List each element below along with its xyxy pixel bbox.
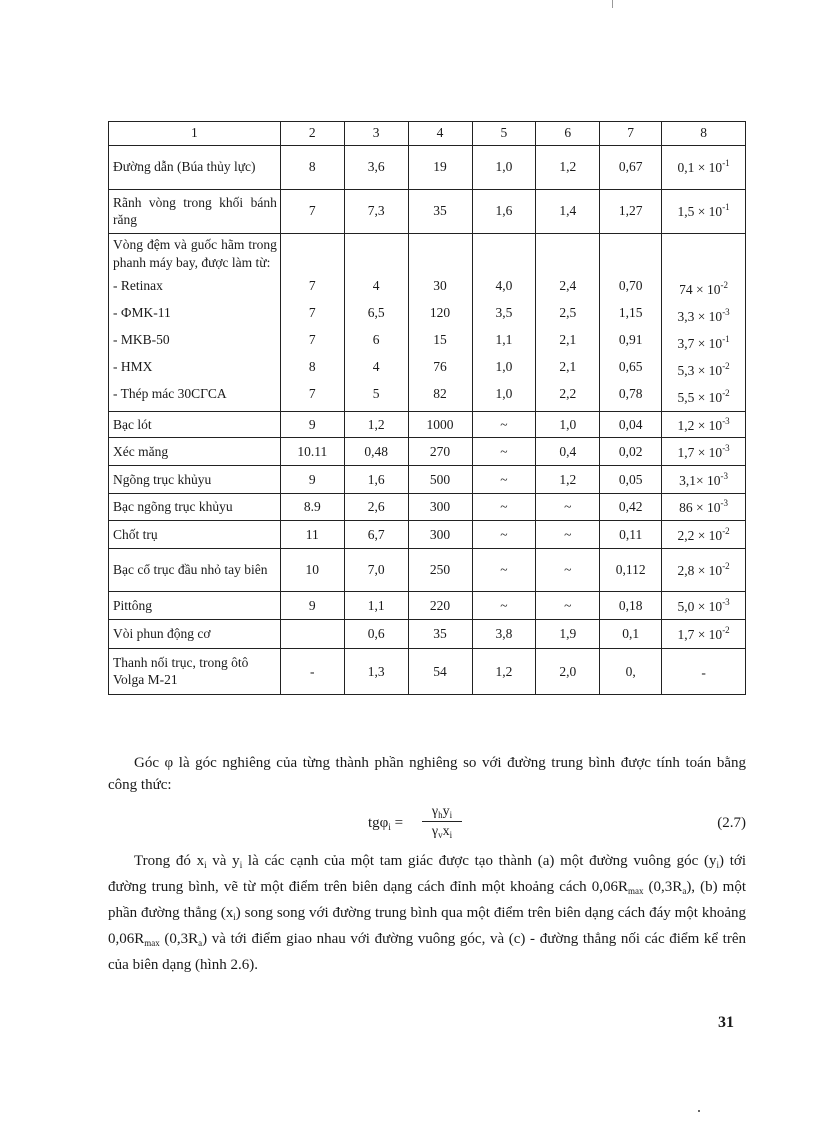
table-cell: 1,1 <box>344 592 408 620</box>
header-cell: 3 <box>344 122 408 146</box>
table-cell: 2,2 <box>559 386 577 402</box>
paragraph-text: là các cạnh của một tam giác được tạo thành (a) một đường vuông góc (y <box>242 853 717 869</box>
table-cell <box>662 190 746 234</box>
value-exponent: -2 <box>722 361 730 372</box>
table-cell: 8.9 <box>280 494 344 521</box>
table-cell: 15 <box>433 332 447 348</box>
table-row <box>109 521 746 549</box>
row-name: Pittông <box>109 592 281 620</box>
table-cell <box>662 494 746 521</box>
value-exponent: -1 <box>722 202 730 213</box>
subscript: max <box>628 886 644 896</box>
table-cell: 7 <box>280 190 344 234</box>
row-name: Xéc măng <box>109 438 281 466</box>
table-cell: 54 <box>408 649 472 695</box>
subscript: i <box>449 830 453 840</box>
table-cell: 300 <box>408 494 472 521</box>
paragraph-angle-definition <box>108 752 746 796</box>
group-column-4 <box>408 234 472 412</box>
row-name: Đường dẫn (Búa thủy lực) <box>109 146 281 190</box>
table-cell: 0,91 <box>618 332 643 348</box>
table-cell: ~ <box>472 549 536 592</box>
equals-sign: = <box>394 815 404 831</box>
table-cell: 1,0 <box>472 146 536 190</box>
group-column-8 <box>662 234 746 412</box>
header-cell: 1 <box>109 122 281 146</box>
value-exponent: -3 <box>722 415 730 426</box>
table-cell: 10.11 <box>280 438 344 466</box>
subscript: max <box>144 938 160 948</box>
table-cell: 19 <box>408 146 472 190</box>
table-cell: 1,9 <box>536 620 600 649</box>
value-exponent: -2 <box>722 525 730 536</box>
table-cell: 1,2 <box>536 466 600 494</box>
table-cell: 30 <box>433 278 447 294</box>
table-row <box>109 592 746 620</box>
row-name: Bạc ngõng trục khủyu <box>109 494 281 521</box>
table-cell: 1,6 <box>472 190 536 234</box>
table-cell: ~ <box>472 494 536 521</box>
table-cell: 1,1 <box>495 332 513 348</box>
row-name: Chốt trụ <box>109 521 281 549</box>
paragraph-text: ), (b) một phần đường thẳng (x <box>108 879 747 921</box>
gamma-symbol: γ <box>431 824 439 839</box>
table-cell <box>665 353 742 380</box>
table-cell: ~ <box>536 494 600 521</box>
header-cell: 7 <box>600 122 662 146</box>
paragraph-text: ) tới đường trung bình, vẽ từ một điểm trên biên dạng cách đỉnh một khoảng cách 0,06R <box>108 853 746 895</box>
row-name: Rãnh vòng trong khối bánh răng <box>109 190 281 234</box>
value-base: 0,1 × 10 <box>677 160 723 176</box>
table-cell: ~ <box>472 592 536 620</box>
paragraph-text: Trong đó x <box>134 853 205 869</box>
equation-lhs-symbol: tgφ <box>368 815 389 831</box>
paragraph-text: Góc φ là góc nghiêng của từng thành phần nghiêng so với đường trung bình được tính toán bằng công thức: <box>108 755 746 793</box>
paragraph-text: (0,3R <box>159 931 199 947</box>
value-exponent: -1 <box>722 334 730 345</box>
table-group-row <box>109 234 746 412</box>
group-item-name: - ФMK-11 <box>113 305 171 321</box>
table-cell: 1,27 <box>600 190 662 234</box>
group-name-cell <box>109 234 281 412</box>
table-cell: 3,8 <box>472 620 536 649</box>
table-row <box>109 649 746 695</box>
table-cell <box>662 549 746 592</box>
row-name: Bạc cổ trục đầu nhỏ tay biên <box>109 549 281 592</box>
gamma-symbol: γ <box>431 804 439 819</box>
table-cell: 35 <box>408 190 472 234</box>
table-cell: 0,05 <box>600 466 662 494</box>
table-cell: 0,6 <box>344 620 408 649</box>
value-base: 1,7 × 10 <box>677 627 723 642</box>
value-base: 86 × 10 <box>679 500 721 515</box>
table-cell: 1000 <box>408 412 472 438</box>
table-cell: 1,2 <box>344 412 408 438</box>
table-cell: 82 <box>433 386 447 402</box>
group-column-6 <box>536 234 600 412</box>
table-cell: 0,65 <box>618 359 643 375</box>
header-cell: 6 <box>536 122 600 146</box>
table-cell: 7,0 <box>344 549 408 592</box>
table-cell: ~ <box>472 438 536 466</box>
table-cell: 7 <box>308 278 316 294</box>
value-base: 1,2 × 10 <box>677 417 723 433</box>
table-cell <box>662 412 746 438</box>
table-cell <box>662 592 746 620</box>
table-cell: 0,1 <box>600 620 662 649</box>
value-exponent: -3 <box>722 442 730 453</box>
value-exponent: -3 <box>722 307 730 318</box>
table-cell <box>665 272 742 299</box>
table-cell: 1,3 <box>344 649 408 695</box>
group-item-name: - Thép mác 30CГCA <box>113 386 227 402</box>
table-cell: 9 <box>280 412 344 438</box>
group-column-7 <box>600 234 662 412</box>
subscript: i <box>204 860 207 870</box>
table-cell: ~ <box>472 466 536 494</box>
paragraph-text: ) song song với đường trung bình qua một điểm trên biên dạng cách đáy một khoảng 0,06R <box>108 905 746 947</box>
table-cell: 1,0 <box>536 412 600 438</box>
value-base: 5,5 × 10 <box>677 390 723 406</box>
table-cell: 2,5 <box>559 305 577 321</box>
table-cell: 0,78 <box>618 386 643 402</box>
table-cell: 8 <box>308 359 316 375</box>
value-base: 2,2 × 10 <box>677 527 723 543</box>
subscript: a <box>682 886 687 896</box>
value-exponent: -2 <box>720 280 728 291</box>
table-cell <box>662 438 746 466</box>
table-row <box>109 438 746 466</box>
group-item-name: - HMX <box>113 359 153 375</box>
subscript: h <box>438 810 443 820</box>
table-cell <box>662 521 746 549</box>
table-cell <box>662 466 746 494</box>
value-base: 3,7 × 10 <box>677 336 723 352</box>
table-cell: 4,0 <box>495 278 513 294</box>
page-number: 31 <box>718 1014 734 1031</box>
table-cell: 0,02 <box>600 438 662 466</box>
paragraph-text: và y <box>206 853 240 869</box>
row-name: Vòi phun động cơ <box>109 620 281 649</box>
table-cell: 0,112 <box>600 549 662 592</box>
table-cell: 6 <box>372 332 380 348</box>
table-cell: 3,5 <box>495 305 513 321</box>
table-cell: 8 <box>280 146 344 190</box>
table-cell: 6,5 <box>367 305 385 321</box>
value-exponent: -3 <box>720 470 728 481</box>
table-cell: 4 <box>372 278 380 294</box>
equation-number: (2.7) <box>717 815 746 831</box>
table-cell: 7 <box>308 305 316 321</box>
table-cell: 1,15 <box>618 305 643 321</box>
table-cell: 7 <box>308 386 316 402</box>
value-base: 1,7 × 10 <box>677 444 723 460</box>
table-cell: 7 <box>308 332 316 348</box>
table-cell <box>662 146 746 190</box>
equation-2-7 <box>108 804 746 848</box>
table-cell: 0,18 <box>600 592 662 620</box>
subscript: i <box>449 810 453 820</box>
table-cell <box>665 380 742 407</box>
paragraph-text: (0,3R <box>643 879 683 895</box>
value-exponent: -2 <box>722 388 730 399</box>
table-cell: 120 <box>429 305 451 321</box>
table-cell: 1,4 <box>536 190 600 234</box>
group-column-3 <box>344 234 408 412</box>
table-cell: 0,48 <box>344 438 408 466</box>
group-item-name: - MKB-50 <box>113 332 170 348</box>
table-cell: 2,1 <box>559 359 577 375</box>
table-cell: 220 <box>408 592 472 620</box>
fraction-denominator <box>422 822 462 840</box>
table-row <box>109 412 746 438</box>
row-name: Bạc lót <box>109 412 281 438</box>
table-cell: ~ <box>472 521 536 549</box>
table-cell: 1,0 <box>495 386 513 402</box>
table-cell: 0,04 <box>600 412 662 438</box>
equation-lhs <box>368 815 403 832</box>
table-row <box>109 494 746 521</box>
subscript: v <box>438 830 443 840</box>
table-cell <box>280 620 344 649</box>
paragraph-triangle-explanation <box>108 850 746 976</box>
subscript: i <box>716 860 720 870</box>
table-cell: - <box>280 649 344 695</box>
row-name: Thanh nối trục, trong ôtô Volga M-21 <box>109 649 281 695</box>
table-cell: ~ <box>536 549 600 592</box>
table-row <box>109 146 746 190</box>
table-cell: 0,4 <box>536 438 600 466</box>
table-cell: 300 <box>408 521 472 549</box>
value-exponent: -2 <box>722 561 730 571</box>
table-cell: 9 <box>280 592 344 620</box>
table-cell: 500 <box>408 466 472 494</box>
group-heading: Vòng đệm và guốc hãm trong phanh máy bay, được làm từ: <box>113 237 277 271</box>
table-cell: 2,1 <box>559 332 577 348</box>
scan-speck <box>698 1110 700 1112</box>
subscript: a <box>198 938 203 948</box>
equation-fraction <box>422 804 462 840</box>
table-cell: 0,70 <box>618 278 643 294</box>
table-cell: 1,2 <box>536 146 600 190</box>
variable: y <box>442 804 450 819</box>
table-cell <box>665 299 742 326</box>
subscript: i <box>239 860 243 870</box>
table-row <box>109 466 746 494</box>
row-name: Ngõng trục khủyu <box>109 466 281 494</box>
table-cell: 250 <box>408 549 472 592</box>
table-cell: ~ <box>472 412 536 438</box>
value-exponent: -1 <box>722 158 730 169</box>
value-exponent: -3 <box>720 498 728 508</box>
table-header-row <box>109 122 746 146</box>
fraction-numerator <box>422 804 462 822</box>
table-row <box>109 620 746 649</box>
header-cell: 2 <box>280 122 344 146</box>
table-cell: 11 <box>280 521 344 549</box>
subscript: i <box>233 912 236 922</box>
value-base: 2,8 × 10 <box>677 563 723 578</box>
table-cell: 10 <box>280 549 344 592</box>
table-cell: 1,2 <box>472 649 536 695</box>
table-cell: 5 <box>372 386 380 402</box>
value-exponent: -3 <box>722 596 730 607</box>
value-exponent: -2 <box>722 625 730 635</box>
table-cell: 0,42 <box>600 494 662 521</box>
group-column-2 <box>280 234 344 412</box>
table-cell: 0, <box>600 649 662 695</box>
table-cell <box>665 326 742 353</box>
table-cell: 1,6 <box>344 466 408 494</box>
table-cell: 6,7 <box>344 521 408 549</box>
table-cell: 0,11 <box>600 521 662 549</box>
value-base: 5,0 × 10 <box>677 598 723 614</box>
variable: x <box>442 824 450 839</box>
table-cell: 3,6 <box>344 146 408 190</box>
table-cell: ~ <box>536 521 600 549</box>
table-row <box>109 190 746 234</box>
table-cell: 4 <box>372 359 380 375</box>
value-base: - <box>701 664 706 680</box>
table-cell: 2,4 <box>559 278 577 294</box>
header-cell: 8 <box>662 122 746 146</box>
table-cell <box>662 620 746 649</box>
paragraph-text: ) và tới điểm giao nhau với đường vuông góc, và (c) - đường thẳng nối các điểm kể trên của biên dạng (hình 2.6). <box>108 931 747 973</box>
top-edge-mark <box>612 0 613 8</box>
equation-lhs-subscript: i <box>388 822 391 832</box>
group-column-5 <box>472 234 536 412</box>
friction-parameters-table <box>108 121 746 695</box>
table-cell: 9 <box>280 466 344 494</box>
value-base: 5,3 × 10 <box>677 363 723 379</box>
value-base: 1,5 × 10 <box>677 204 723 220</box>
value-base: 3,3 × 10 <box>677 309 723 325</box>
table-cell: 270 <box>408 438 472 466</box>
table-cell: 7,3 <box>344 190 408 234</box>
value-base: 3,1× 10 <box>679 472 721 488</box>
table-cell: 2,0 <box>536 649 600 695</box>
table-cell <box>662 649 746 695</box>
header-cell: 4 <box>408 122 472 146</box>
group-item-name: - Retinax <box>113 278 163 294</box>
table-cell: 0,67 <box>600 146 662 190</box>
value-base: 74 × 10 <box>679 282 721 298</box>
table-cell: 1,0 <box>495 359 513 375</box>
table-cell: ~ <box>536 592 600 620</box>
table-cell: 2,6 <box>344 494 408 521</box>
table-row <box>109 549 746 592</box>
header-cell: 5 <box>472 122 536 146</box>
table-cell: 35 <box>408 620 472 649</box>
table-cell: 76 <box>433 359 447 375</box>
